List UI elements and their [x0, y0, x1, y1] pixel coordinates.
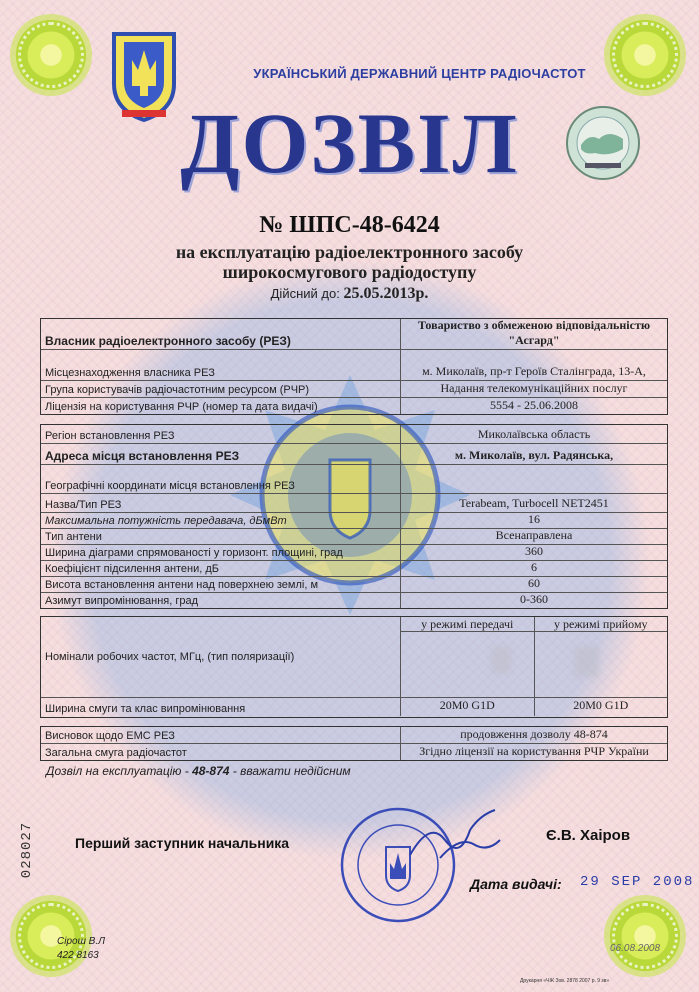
note-suffix: - вважати недійсним [229, 764, 351, 778]
authority-name: УКРАЇНСЬКИЙ ДЕРЖАВНИЙ ЦЕНТР РАДІОЧАСТОТ [253, 66, 586, 81]
frequency-label [41, 617, 401, 697]
row-value: Terabeam, Turbocell NET2451 [459, 496, 609, 510]
frequency-tx-column [401, 617, 535, 697]
row-label: Ліцензія на користування РЧР (номер та дата видачі) [41, 398, 401, 414]
table-row [41, 494, 667, 513]
row-value: продовження дозволу 48-874 [460, 727, 608, 741]
row-value: Миколаївська область [477, 427, 591, 441]
col-tx-header: у режимі передачі [401, 617, 534, 632]
serial-number [12, 820, 42, 880]
issue-date-stamp: 29 SEP 2008 [580, 874, 695, 890]
table-row [41, 444, 667, 465]
issue-date-label: Дата видачі: [470, 876, 562, 892]
corner-rosette-top-left [10, 14, 92, 96]
row-value: 60 [528, 576, 540, 590]
invalidation-note [46, 764, 351, 778]
table-row [41, 744, 667, 760]
bandwidth-rx: 20M0 G1D [573, 698, 629, 712]
table-row [41, 617, 667, 698]
table-row [41, 577, 667, 593]
table-row [41, 465, 667, 494]
note-prefix: Дозвіл на експлуатацію - [46, 764, 193, 778]
table-row [41, 398, 667, 414]
table-row [41, 425, 667, 444]
valid-date: 25.05.2013р. [343, 285, 429, 302]
corner-date: 06.08.2008 [610, 943, 661, 954]
row-value: 360 [525, 544, 543, 558]
table-row [41, 561, 667, 577]
row-label: Місцезнаходження власника РЕЗ [41, 350, 401, 380]
row-value: м. Миколаїв, пр-т Героїв Сталінграда, 13-А, [422, 364, 646, 378]
clerk-name: Сірош В.Л [57, 936, 105, 947]
row-value [401, 465, 667, 493]
row-value: Товариство з обмеженою відповідальністю "Асгард" [417, 318, 651, 347]
table-row [41, 698, 667, 716]
row-value: 5554 - 25.06.2008 [490, 398, 578, 412]
table-row [41, 350, 667, 381]
note-number: 48-874 [192, 764, 230, 778]
table-row [41, 727, 667, 744]
signature-icon [400, 800, 510, 870]
corner-rosette-bottom-right [604, 895, 686, 977]
installation-table [40, 424, 668, 609]
table-row [41, 381, 667, 398]
row-label: Азимут випромінювання, град [41, 593, 401, 608]
row-label: Ширина діаграми спрямованості у горизонт. площині, град [41, 545, 401, 560]
bandwidth-label: Ширина смуги та клас випромінювання [41, 698, 401, 716]
redacted-rx-value [575, 647, 599, 677]
row-label: Коефіцієнт підсилення антени, дБ [41, 561, 401, 576]
table-row [41, 593, 667, 608]
bandwidth-values [401, 698, 667, 716]
signer-name: Є.В. Хаіров [546, 827, 631, 844]
row-label: Максимальна потужність передавача, дБмВт [41, 513, 401, 528]
validity-line [0, 285, 699, 303]
frequency-values [401, 617, 667, 697]
row-label: Адреса місця встановлення РЕЗ [41, 444, 401, 464]
col-rx-header: у режимі прийому [535, 617, 668, 632]
emc-table [40, 726, 668, 761]
valid-label: Дійсний до: [270, 286, 340, 301]
frequency-table [40, 616, 668, 718]
signer-title: Перший заступник начальника [75, 835, 290, 851]
corner-rosette-top-right [604, 14, 686, 96]
document-number: № ШПС-48-6424 [259, 212, 440, 238]
table-row [41, 513, 667, 529]
owner-table [40, 318, 668, 415]
row-label: Тип антени [41, 529, 401, 544]
redacted-tx-value [491, 647, 511, 673]
row-label: Регіон встановлення РЕЗ [41, 425, 401, 443]
document-subtitle-line2: широкосмугового радіодоступу [222, 262, 477, 282]
row-value: 16 [528, 512, 540, 526]
row-label: Назва/Тип РЕЗ [41, 494, 401, 512]
printer-line: Друкарня «ЧЖ Зов. 2878 2007 р. 9 зв» [520, 978, 610, 984]
frequency-label-text: Номінали робочих частот, МГц, (тип поляризації) [45, 651, 295, 663]
row-value: Всенаправлена [495, 528, 573, 542]
row-label: Висновок щодо ЕМС РЕЗ [41, 727, 401, 743]
table-row [41, 545, 667, 561]
row-label: Загальна смуга радіочастот [41, 744, 401, 760]
clerk-phone: 422 8163 [57, 950, 99, 961]
row-value: Згідно ліцензії на користування РЧР України [419, 744, 649, 758]
document-subtitle-line1: на експлуатацію радіоелектронного засобу [175, 242, 524, 262]
row-value: 6 [531, 560, 537, 574]
row-label: Власник радіоелектронного засобу (РЕЗ) [41, 319, 401, 349]
frequency-rx-column [535, 617, 668, 697]
row-value: 0-360 [520, 592, 548, 606]
row-label: Географічні координати місця встановлення РЕЗ [41, 465, 401, 493]
table-row [41, 529, 667, 545]
serial-number-text: 028027 [19, 821, 35, 879]
document-title: ДОЗВІЛ [180, 95, 519, 191]
row-label: Висота встановлення антени над поверхнею землі, м [41, 577, 401, 592]
row-value: Надання телекомунікаційних послуг [440, 381, 628, 395]
bandwidth-tx: 20M0 G1D [401, 698, 535, 716]
row-value: м. Миколаїв, вул. Радянська, [454, 448, 614, 462]
row-label: Група користувачів радіочастотним ресурсом (РЧР) [41, 381, 401, 397]
table-row [41, 319, 667, 350]
